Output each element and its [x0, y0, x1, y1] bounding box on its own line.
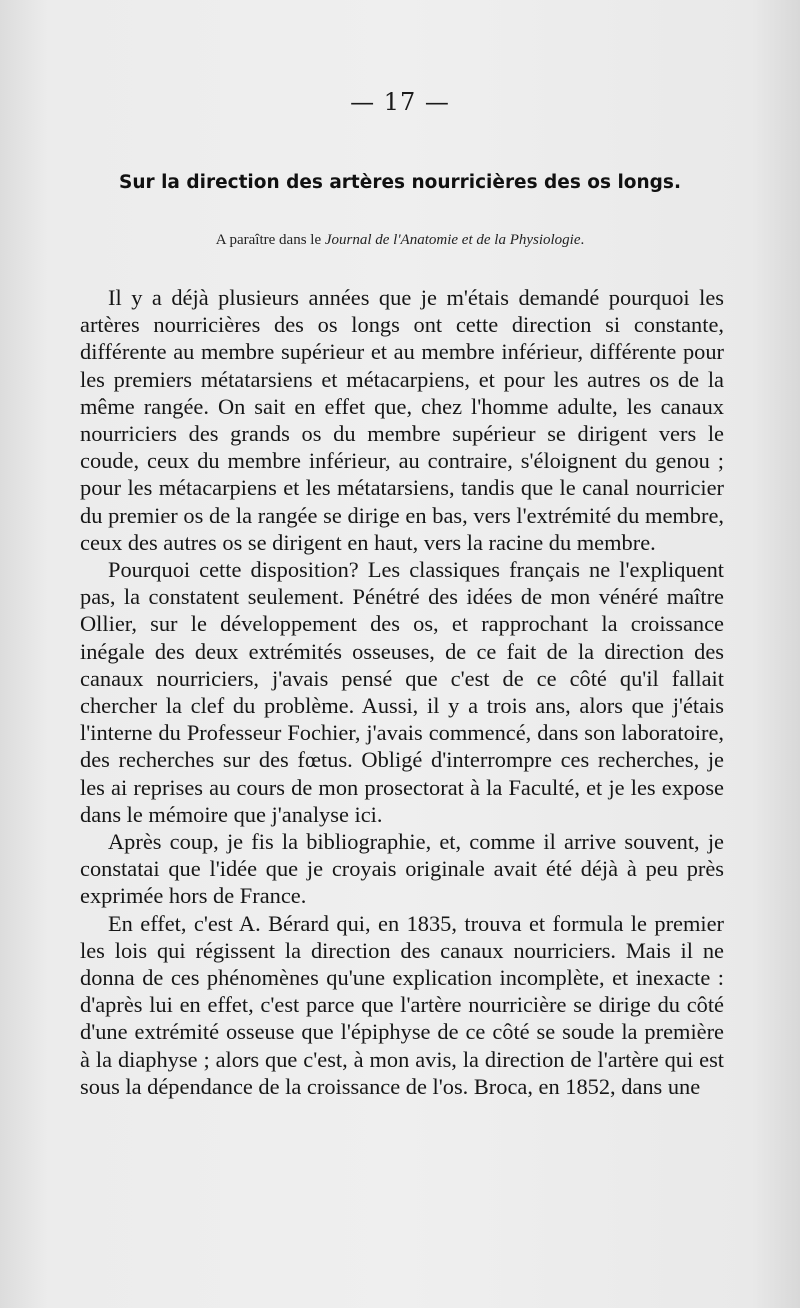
paragraph: En effet, c'est A. Bérard qui, en 1835, trouva et formula le premier les lois qui régissent la direction des canaux nourriciers. Mais il ne donna de ces phénomènes qu'une explication incomplète, et inexacte : d'après lui en effet, c'est parce que l'artère nourricière se dirige du côté d'une extrémité osseuse que l'épiphyse de ce côté se soude la première à la diaphyse ; alors que c'est, à mon avis, la direction de l'artère qui est sous la dépendance de la croissance de l'os. Broca, en 1852, dans une	[80, 910, 724, 1099]
paragraph: Après coup, je fis la bibliographie, et, comme il arrive souvent, je constatai que l'idée que je croyais originale avait été déjà à peu près exprimée hors de France.	[80, 829, 724, 909]
paragraph: Il y a déjà plusieurs années que je m'étais demandé pourquoi les artères nourricières des os longs ont cette direction si constante, différente au membre supérieur et au membre inférieur, différente pour les premiers métatarsiens et métacarpiens, et pour les autres os de la même rangée. On sait en effet que, chez l'homme adulte, les canaux nourriciers des grands os du membre supérieur se dirigent vers le coude, ceux du membre inférieur, au contraire, s'éloignent du genou ; pour les métacarpiens et les métatarsiens, tandis que le canal nourricier du premier os de la rangée se dirige en bas, vers l'extrémité du membre, ceux des autres os se dirigent en haut, vers la racine du membre.	[80, 285, 724, 555]
article-title: Sur la direction des artères nourricières des os longs.	[119, 172, 681, 193]
journal-name: Journal de l'Anatomie et de la Physiologie	[324, 232, 581, 248]
article-subtitle	[0, 232, 800, 249]
subtitle-prefix: A paraître dans le	[215, 232, 325, 248]
paragraph: Pourquoi cette disposition? Les classiques français ne l'expliquent pas, la constatent seulement. Pénétré des idées de mon vénéré maître Ollier, sur le développement des os, et rapprochant la croissance inégale des deux extrémités osseuses, de ce fait de la direction des canaux nourriciers, j'avais pensé que c'est de ce côté qu'il fallait chercher la clef du problème. Aussi, il y a trois ans, alors que j'étais l'interne du Professeur Fochier, j'avais commencé, dans son laboratoire, des recherches sur des fœtus. Obligé d'interrompre ces recherches, je les ai reprises au cours de mon prosectorat à la Faculté, et je les expose dans le mémoire que j'analyse ici.	[80, 557, 724, 827]
body-text	[80, 284, 724, 1100]
subtitle-suffix: .	[580, 232, 585, 248]
page-number: — 17 —	[350, 88, 450, 116]
